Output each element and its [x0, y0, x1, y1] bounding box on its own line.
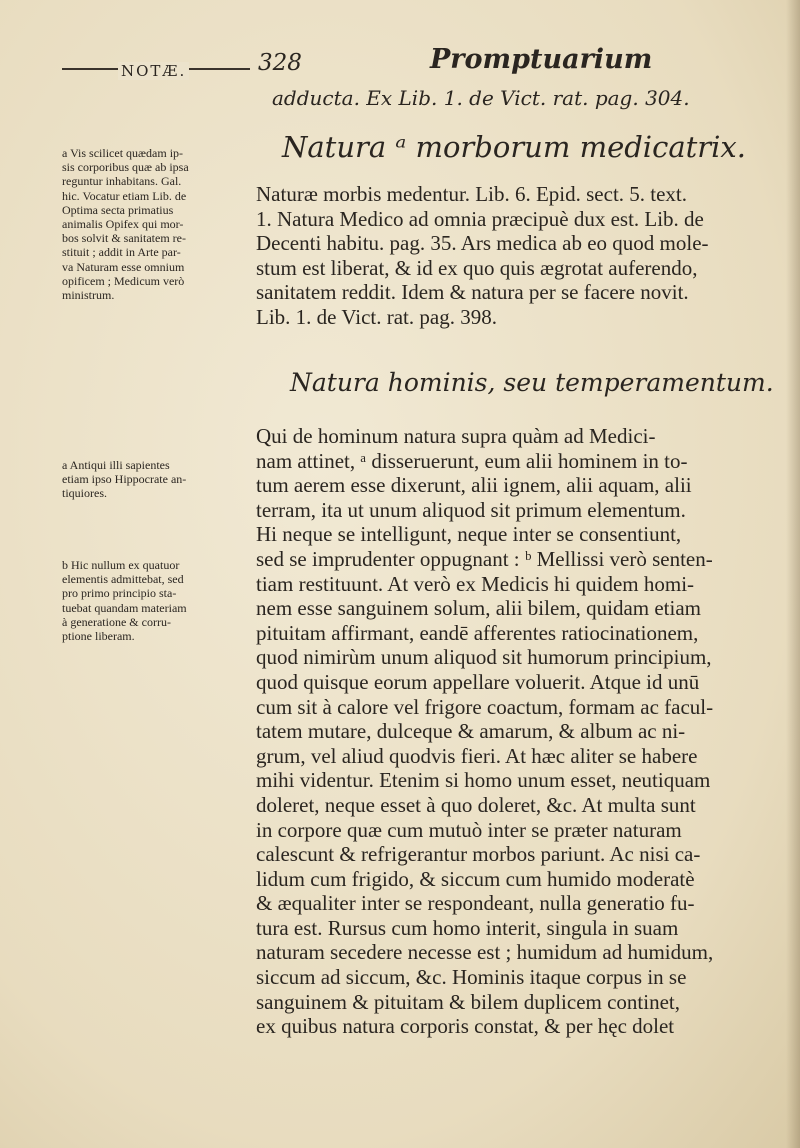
- side-note-line: sis corporibus quæ ab ipsa: [62, 160, 189, 175]
- body-line: calescunt & refrigerantur morbos pariunt. Ac nisi ca-: [256, 842, 701, 867]
- body-line: terram, ita ut unum aliquod sit primum elementum.: [256, 497, 686, 522]
- side-note-line: a Antiqui illi sapientes: [62, 458, 170, 472]
- body-line: sed se imprudenter oppugnant : ᵇ Mellissi verò senten-: [256, 546, 713, 571]
- side-note-a-section2: [62, 458, 262, 501]
- body-line: Hi neque se intelligunt, neque inter se consentiunt,: [256, 522, 682, 547]
- body-line: nam attinet, ᵃ disseruerunt, eum alii hominem in to-: [256, 448, 688, 473]
- running-title: Promptuarium: [430, 44, 653, 75]
- body-line: quod nimirùm unum aliquod sit humorum principium,: [256, 645, 712, 670]
- body-line: tatem mutare, dulceque & amarum, & album ac ni-: [256, 719, 686, 744]
- side-note-line: reguntur inhabitans. Gal.: [62, 174, 182, 189]
- body-line: lidum cum frigido, & siccum cum humido moderatè: [256, 866, 695, 891]
- body-line: Decenti habitu. pag. 35. Ars medica ab eo quod mole-: [256, 231, 709, 256]
- body-line: sanguinem & pituitam & bilem duplicem continet,: [256, 989, 681, 1014]
- header-notae: NOTÆ.: [118, 62, 189, 80]
- side-note-line: va Naturam esse omnium: [62, 259, 185, 274]
- body-line: quod quisque eorum appellare voluerit. Atque id unū: [256, 669, 700, 694]
- side-note-line: ptione liberam.: [62, 629, 135, 644]
- body-line: nem esse sanguinem solum, alii bilem, quidam etiam: [256, 596, 701, 621]
- body-line: siccum ad siccum, &c. Hominis itaque corpus in se: [256, 965, 687, 990]
- body-line: Qui de hominum natura supra quàm ad Medici-: [256, 424, 656, 448]
- page-number: 328: [258, 50, 302, 76]
- body-line: mihi videntur. Etenim si homo unum esset, neutiquam: [256, 768, 711, 793]
- body-line: tiam restituunt. At verò ex Medicis hi quidem homi-: [256, 571, 695, 596]
- side-note-line: pro primo principio sta-: [62, 586, 177, 601]
- side-note-line: à generatione & corru-: [62, 614, 171, 629]
- section-title-natura-hominis: Natura hominis, seu temperamentum.: [290, 368, 774, 397]
- body-line: ex quibus natura corporis constat, & per hęc dolet: [256, 1014, 675, 1039]
- body-line: cum sit à calore vel frigore coactum, formam ac facul-: [256, 694, 714, 719]
- body-line: & æqualiter inter se respondeant, nulla generatio fu-: [256, 891, 695, 916]
- page-edge-shadow: [786, 0, 800, 1148]
- body-line: grum, vel aliud quodvis fieri. At hæc aliter se habere: [256, 743, 698, 768]
- side-note-line: etiam ipso Hippocrate an-: [62, 472, 187, 487]
- body-line: naturam secedere necesse est ; humidum ad humidum,: [256, 940, 714, 965]
- side-note-line: tuebat quandam materiam: [62, 600, 187, 615]
- side-note-line: bos solvit & sanitatem re-: [62, 231, 186, 246]
- section-title-natura-morborum: Natura ᵃ morborum medicatrix.: [282, 130, 746, 164]
- side-note-line: a Vis scilicet quædam ip-: [62, 146, 184, 160]
- side-note-b-section2: [62, 558, 262, 643]
- body-line: in corpore quæ cum mutuò inter se præter naturam: [256, 817, 682, 842]
- body-line: Naturæ morbis medentur. Lib. 6. Epid. sect. 5. text.: [256, 182, 688, 206]
- section2-body: [256, 424, 766, 1039]
- side-note-line: tiquiores.: [62, 486, 107, 501]
- side-note-line: animalis Opifex qui mor-: [62, 217, 184, 232]
- body-line: sanitatem reddit. Idem & natura per se facere novit.: [256, 280, 689, 305]
- side-note-line: b Hic nullum ex quatuor: [62, 558, 180, 572]
- section1-body: [256, 182, 766, 330]
- side-note-line: hic. Vocatur etiam Lib. de: [62, 188, 187, 203]
- body-line: 1. Natura Medico ad omnia præcipuè dux est. Lib. de: [256, 206, 704, 231]
- header-reference: adducta. Ex Lib. 1. de Vict. rat. pag. 304.: [272, 86, 690, 110]
- body-line: Lib. 1. de Vict. rat. pag. 398.: [256, 304, 497, 329]
- body-line: doleret, neque esset à quo doleret, &c. At multa sunt: [256, 792, 696, 817]
- body-line: pituitam affirmant, eandē afferentes ratiocinationem,: [256, 620, 699, 645]
- side-note-line: opificem ; Medicum verò: [62, 273, 185, 288]
- side-note-a-section1: [62, 146, 262, 302]
- side-note-line: elementis admittebat, sed: [62, 572, 184, 587]
- body-line: tura est. Rursus cum homo interit, singula in suam: [256, 915, 679, 940]
- side-note-line: Optima secta primatius: [62, 202, 174, 217]
- body-line: stum est liberat, & id ex quo quis ægrotat auferendo,: [256, 255, 698, 280]
- body-line: tum aerem esse dixerunt, alii ignem, alii aquam, alii: [256, 473, 692, 498]
- side-note-line: ministrum.: [62, 288, 115, 303]
- side-note-line: stituit ; addit in Arte par-: [62, 245, 181, 260]
